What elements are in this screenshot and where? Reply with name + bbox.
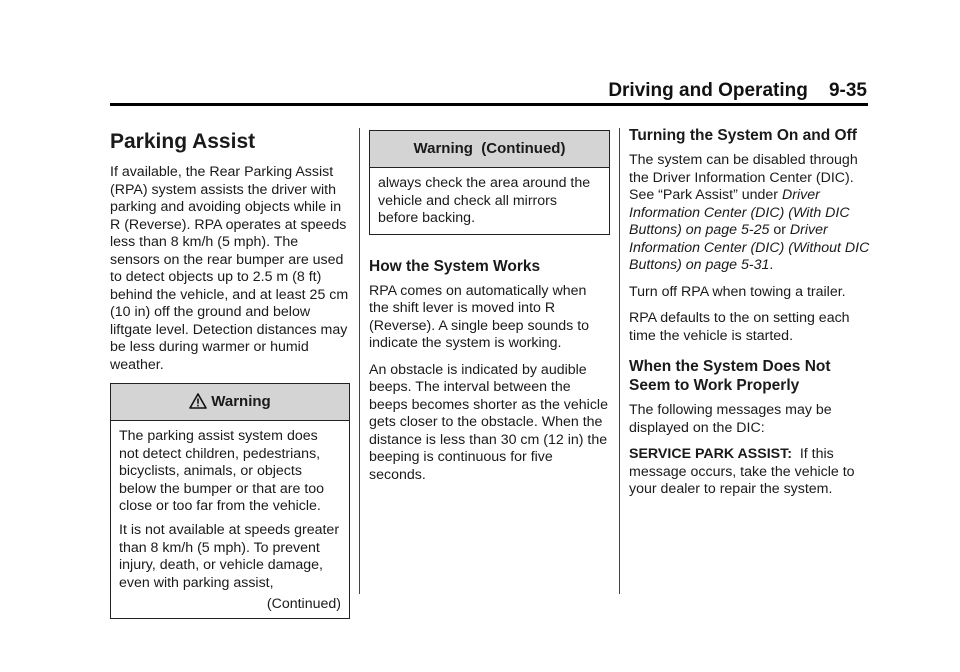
not-work-title: When the System Does Not Seem to Work Properly (629, 358, 831, 394)
chapter-title: Driving and Operating (608, 80, 808, 101)
continued-label: (Continued) (266, 596, 341, 613)
warning-continued-body (370, 168, 609, 234)
how-paragraph-2: An obstacle is indicated by audible beeps. The interval between the beeps becomes shorter as the vehicle gets closer to the obstacle. When the distance is less than 30 cm (12 in) the beeping is continuous for five seconds. (369, 361, 608, 483)
warning-heading: Warning (211, 393, 271, 410)
text-run: or (769, 222, 790, 238)
text-run: . (769, 257, 774, 273)
how-system-works-title: How the System Works (369, 257, 541, 275)
warning-header (111, 384, 349, 421)
service-text: If this message occurs, take the vehicle to your dealer to repair the system. (629, 446, 859, 497)
warning-icon (189, 387, 207, 423)
cross-reference-link[interactable]: Driver Information Center (DIC) (With DIC Buttons) on page 5-25 (629, 187, 850, 238)
warning-box (110, 383, 350, 619)
warning-paragraph: The parking assist system does not detect children, pedestrians, bicyclists, animals, or objects below the bumper or that are too close or too far from the vehicle. (119, 428, 325, 515)
not-work-paragraph: The following messages may be displayed on the DIC: (629, 402, 832, 436)
section-title: Parking Assist (110, 130, 256, 153)
page-number: 9-35 (828, 80, 867, 101)
service-message-paragraph (629, 446, 871, 499)
warning-continued-header: Warning (Continued) (370, 131, 609, 168)
warning-continued-text: always check the area around the vehicle and check all mirrors before backing. (378, 175, 591, 227)
how-paragraph-1: RPA comes on automatically when the shift lever is moved into R (Reverse). A single beep sounds to indicate the system is working. (369, 282, 590, 352)
turning-on-off-title: Turning the System On and Off (629, 127, 857, 144)
warning-paragraph: It is not available at speeds greater than 8 km/h (5 mph). To prevent injury, death, or vehicle damage, even with parking assist, (119, 521, 340, 591)
page-header (608, 80, 867, 102)
intro-paragraph: If available, the Rear Parking Assist (RPA) system assists the driver with parking and avoiding objects while in R (Reverse). RPA operates at speeds less than 8 km/h (5 mph). The sensors on the rear bumper are used to detect objects up to 2.5 m (8 ft) behind the vehicle, and at least 25 cm (10 in) off the ground and below liftgate level. Detection distances may be less during warmer or humid weather. (110, 164, 349, 373)
turning-paragraph-3: RPA defaults to the on setting each time the vehicle is started. (629, 310, 850, 344)
header-rule (110, 103, 868, 106)
turning-paragraph-1 (629, 152, 871, 275)
column-2 (369, 130, 610, 493)
cross-reference-link[interactable]: Driver Information Center (DIC) (Without DIC Buttons) on page 5-31 (629, 222, 870, 273)
service-term: SERVICE PARK ASSIST: (629, 446, 792, 462)
turning-paragraph-2: Turn off RPA when towing a trailer. (629, 283, 846, 300)
warning-body (111, 421, 349, 618)
warning-continued-box (369, 130, 610, 235)
text-run: The system can be disabled through the Driver Information Center (DIC). See “Park Assist” under (629, 152, 858, 203)
column-3 (629, 126, 871, 508)
column-divider (619, 128, 620, 594)
column-1 (110, 130, 350, 619)
column-divider (359, 128, 360, 594)
